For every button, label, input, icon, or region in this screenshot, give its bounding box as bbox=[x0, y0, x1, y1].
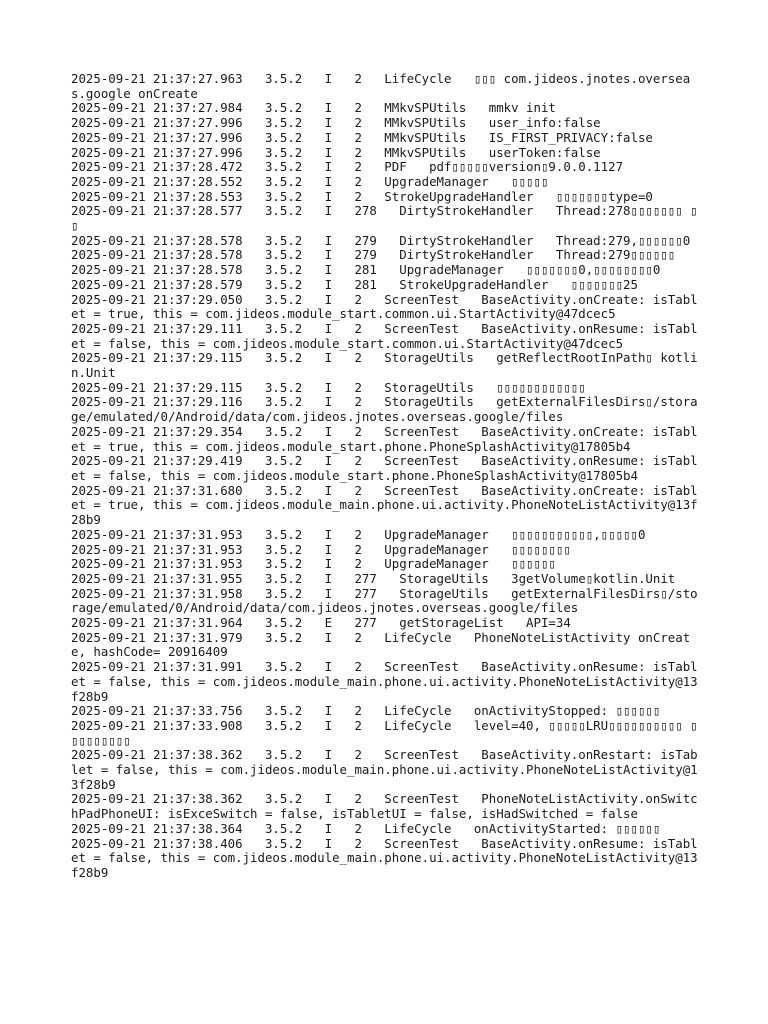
log-line: 2025-09-21 21:37:31.958 3.5.2 I 277 StorageUtils getExternalFilesDirs▯/storage/emulated/0/Android/data/com.jideos.jnotes.overseas.google/files bbox=[71, 585, 698, 616]
log-line: 2025-09-21 21:37:28.579 3.5.2 I 281 StrokeUpgradeHandler ▯▯▯▯▯▯▯25 bbox=[71, 276, 638, 292]
log-line: 2025-09-21 21:37:38.362 3.5.2 I 2 ScreenTest PhoneNoteListActivity.onSwitchPadPhoneUI: isExceSwitch = false, isTabletUI = false, isHadSwitched = false bbox=[71, 791, 698, 822]
log-line: 2025-09-21 21:37:28.472 3.5.2 I 2 PDF pdf▯▯▯▯▯version▯9.0.0.1127 bbox=[71, 159, 624, 175]
log-line: 2025-09-21 21:37:31.953 3.5.2 I 2 UpgradeManager ▯▯▯▯▯▯▯▯ bbox=[71, 541, 571, 557]
log-line: 2025-09-21 21:37:29.111 3.5.2 I 2 ScreenTest BaseActivity.onResume: isTablet = false, this = com.jideos.module_start.common.ui.StartActivity@47dcec5 bbox=[71, 320, 698, 351]
log-line: 2025-09-21 21:37:28.578 3.5.2 I 281 UpgradeManager ▯▯▯▯▯▯▯0,▯▯▯▯▯▯▯▯0 bbox=[71, 262, 661, 278]
log-line: 2025-09-21 21:37:38.364 3.5.2 I 2 LifeCycle onActivityStarted: ▯▯▯▯▯▯ bbox=[71, 820, 661, 836]
log-line: 2025-09-21 21:37:29.354 3.5.2 I 2 ScreenTest BaseActivity.onCreate: isTablet = true, this = com.jideos.module_start.phone.PhoneSplashActivity@17805b4 bbox=[71, 423, 698, 454]
log-line: 2025-09-21 21:37:29.115 3.5.2 I 2 StorageUtils ▯▯▯▯▯▯▯▯▯▯▯▯ bbox=[71, 379, 586, 395]
log-line: 2025-09-21 21:37:29.050 3.5.2 I 2 ScreenTest BaseActivity.onCreate: isTablet = true, this = com.jideos.module_start.common.ui.StartActivity@47dcec5 bbox=[71, 291, 698, 322]
log-line: 2025-09-21 21:37:38.406 3.5.2 I 2 ScreenTest BaseActivity.onResume: isTablet = false, this = com.jideos.module_main.phone.ui.activity.PhoneNoteListActivity@13f28b9 bbox=[71, 835, 698, 880]
log-line: 2025-09-21 21:37:31.953 3.5.2 I 2 UpgradeManager ▯▯▯▯▯▯▯▯▯▯▯,▯▯▯▯▯0 bbox=[71, 526, 646, 542]
log-line: 2025-09-21 21:37:29.115 3.5.2 I 2 StorageUtils getReflectRootInPath▯ kotlin.Unit bbox=[71, 350, 698, 381]
log-line: 2025-09-21 21:37:28.578 3.5.2 I 279 DirtyStrokeHandler Thread:279▯▯▯▯▯▯ bbox=[71, 247, 676, 263]
log-line: 2025-09-21 21:37:29.419 3.5.2 I 2 ScreenTest BaseActivity.onResume: isTablet = false, this = com.jideos.module_start.phone.PhoneSplashActivity@17805b4 bbox=[71, 453, 698, 483]
log-line: 2025-09-21 21:37:27.996 3.5.2 I 2 MMkvSPUtils user_info:false bbox=[71, 115, 601, 131]
log-line: 2025-09-21 21:37:27.984 3.5.2 I 2 MMkvSPUtils mmkv init bbox=[71, 100, 556, 116]
log-line: 2025-09-21 21:37:33.756 3.5.2 I 2 LifeCycle onActivityStopped: ▯▯▯▯▯▯ bbox=[71, 703, 661, 719]
log-line: 2025-09-21 21:37:28.578 3.5.2 I 279 DirtyStrokeHandler Thread:279,▯▯▯▯▯▯0 bbox=[71, 232, 691, 248]
log-line: 2025-09-21 21:37:31.955 3.5.2 I 277 StorageUtils 3getVolume▯kotlin.Unit bbox=[71, 570, 676, 586]
log-line: 2025-09-21 21:37:31.680 3.5.2 I 2 ScreenTest BaseActivity.onCreate: isTablet = true, this = com.jideos.module_main.phone.ui.activity.PhoneNoteListActivity@13f28b9 bbox=[71, 482, 698, 528]
log-line: 2025-09-21 21:37:29.116 3.5.2 I 2 StorageUtils getExternalFilesDirs▯/storage/emulated/0/Android/data/com.jideos.jnotes.overseas.google/files bbox=[71, 394, 698, 425]
log-text-block bbox=[71, 72, 701, 881]
log-line: 2025-09-21 21:37:33.908 3.5.2 I 2 LifeCycle level=40, ▯▯▯▯▯LRU▯▯▯▯▯▯▯▯▯▯ ▯▯▯▯▯▯▯▯▯ bbox=[71, 717, 698, 748]
log-line: 2025-09-21 21:37:38.362 3.5.2 I 2 ScreenTest BaseActivity.onRestart: isTablet = false, this = com.jideos.module_main.phone.ui.activity.PhoneNoteListActivity@13f28b9 bbox=[71, 747, 698, 792]
log-line: 2025-09-21 21:37:27.963 3.5.2 I 2 LifeCycle ▯▯▯ com.jideos.jnotes.overseas.google onCreate bbox=[71, 71, 691, 101]
log-line: 2025-09-21 21:37:31.964 3.5.2 E 277 getStorageList API=34 bbox=[71, 615, 571, 631]
log-line: 2025-09-21 21:37:31.991 3.5.2 I 2 ScreenTest BaseActivity.onResume: isTablet = false, this = com.jideos.module_main.phone.ui.activity.PhoneNoteListActivity@13f28b9 bbox=[71, 659, 698, 704]
log-line: 2025-09-21 21:37:28.577 3.5.2 I 278 DirtyStrokeHandler Thread:278▯▯▯▯▯▯▯ ▯▯ bbox=[71, 203, 698, 234]
log-line: 2025-09-21 21:37:27.996 3.5.2 I 2 MMkvSPUtils IS_FIRST_PRIVACY:false bbox=[71, 129, 653, 145]
log-line: 2025-09-21 21:37:28.553 3.5.2 I 2 StrokeUpgradeHandler ▯▯▯▯▯▯▯type=0 bbox=[71, 188, 653, 204]
log-line: 2025-09-21 21:37:31.953 3.5.2 I 2 UpgradeManager ▯▯▯▯▯▯ bbox=[71, 556, 556, 572]
log-line: 2025-09-21 21:37:28.552 3.5.2 I 2 UpgradeManager ▯▯▯▯▯ bbox=[71, 173, 549, 189]
log-line: 2025-09-21 21:37:27.996 3.5.2 I 2 MMkvSPUtils userToken:false bbox=[71, 144, 601, 160]
log-line: 2025-09-21 21:37:31.979 3.5.2 I 2 LifeCycle PhoneNoteListActivity onCreate, hashCode= 20916409 bbox=[71, 629, 691, 660]
